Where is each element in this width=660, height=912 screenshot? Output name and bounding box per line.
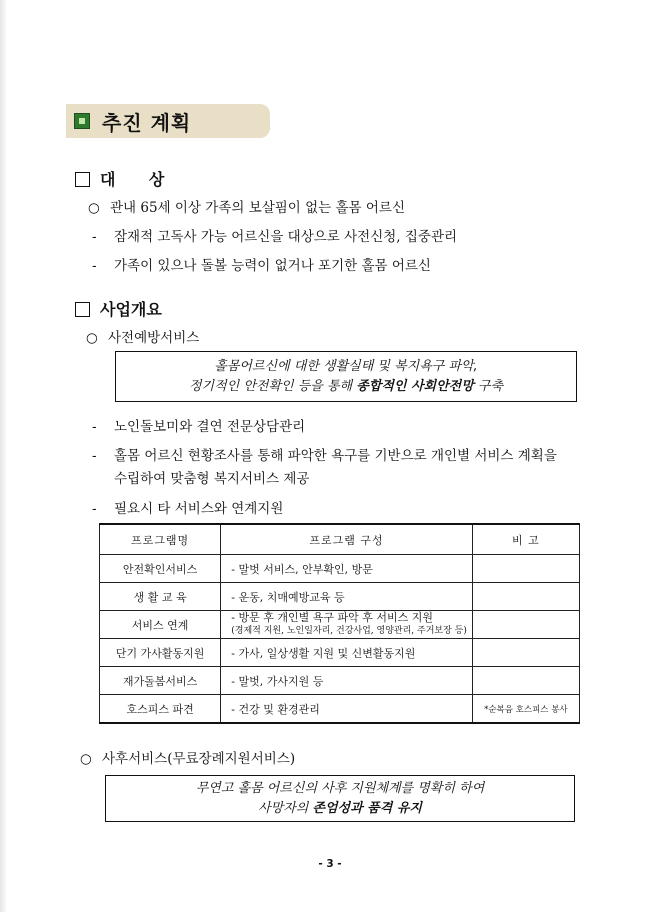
section-heading xyxy=(66,104,270,138)
table-row: 서비스 연계 - 방문 후 개인별 욕구 파악 후 서비스 지원 (경제적 지원, 노인일자리, 건강사업, 영양관리, 주거보장 등) xyxy=(100,611,580,639)
circle-bullet-icon: ○ xyxy=(80,751,92,767)
program-table xyxy=(99,523,580,724)
overview-item-1: - 노인돌보미와 결연 전문상담관리 xyxy=(92,419,306,435)
target-section-title: 대 상 xyxy=(75,167,164,190)
target-item-2: - 가족이 있으나 돌볼 능력이 없거나 포기한 홀몸 어르신 xyxy=(92,258,431,274)
prevention-summary-box: 홀몸어르신에 대한 생활실태 및 복지욕구 파악, 정기적인 안전확인 등을 통해 종합적인 사회안전망 구축 xyxy=(115,351,577,402)
overview-item-2: - 홀몸 어르신 현황조사를 통해 파악한 욕구를 기반으로 개인별 서비스 계획을 xyxy=(92,448,557,464)
table-row: 생 활 교 육 - 운동, 치매예방교육 등 xyxy=(100,583,580,611)
circle-bullet-icon: ○ xyxy=(88,200,100,216)
green-square-icon xyxy=(74,113,90,129)
overview-section-title: 사업개요 xyxy=(75,297,162,320)
circle-bullet-icon: ○ xyxy=(86,330,98,346)
target-main-line: ○ 관내 65세 이상 가족의 보살핌이 없는 홀몸 어르신 xyxy=(88,200,405,216)
page-number: - 3 - xyxy=(318,858,342,870)
target-item-1: - 잠재적 고독사 가능 어르신을 대상으로 사전신청, 집중관리 xyxy=(92,229,458,245)
page-shadow-edge xyxy=(0,0,6,912)
table-header-cell: 비 고 xyxy=(472,524,579,555)
after-service-summary-box: 무연고 홀몸 어르신의 사후 지원체계를 명확히 하여 사망자의 존엄성과 품격 유지 xyxy=(105,775,575,822)
after-service-label: ○ 사후서비스(무료장례지원서비스) xyxy=(80,751,296,767)
table-header-row xyxy=(100,524,580,555)
table-row: 호스피스 파견 - 건강 및 환경관리 *순복음 호스피스 봉사 xyxy=(100,695,580,724)
table-row: 재가돌봄서비스 - 말벗, 가사지원 등 xyxy=(100,667,580,695)
table-header-cell: 프로그램명 xyxy=(100,524,221,555)
table-row: 안전확인서비스 - 말벗 서비스, 안부확인, 방문 xyxy=(100,555,580,583)
overview-item-3: - 필요시 타 서비스와 연계지원 xyxy=(92,501,284,517)
checkbox-square-icon xyxy=(75,302,90,317)
checkbox-square-icon xyxy=(75,172,90,187)
prevention-label: ○ 사전예방서비스 xyxy=(86,330,200,346)
table-header-cell: 프로그램 구성 xyxy=(221,524,473,555)
overview-item-2-continued: 수립하여 맞춤형 복지서비스 제공 xyxy=(114,471,310,487)
section-heading-title: 추진 계획 xyxy=(102,111,192,135)
table-row: 단기 가사활동지원 - 가사, 일상생활 지원 및 신변활동지원 xyxy=(100,639,580,667)
